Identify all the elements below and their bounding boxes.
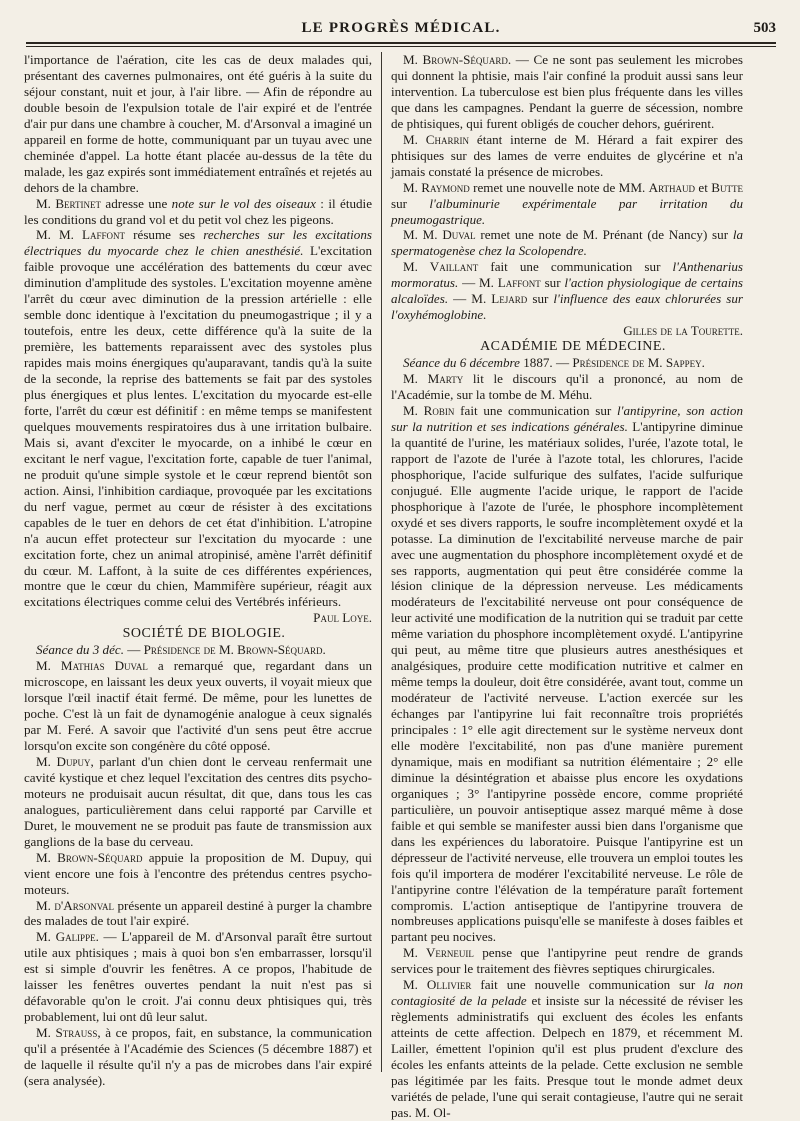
author-name: Lejard: [491, 291, 528, 307]
section-title: ACADÉMIE DE MÉDECINE.: [480, 339, 666, 355]
text-run: appuie la proposition de M. Dupuy, qui vient encore une fois à l'encontre des prétendus centres psycho-moteurs.: [24, 849, 372, 897]
paragraph: [24, 658, 372, 754]
page-number: 503: [753, 20, 776, 36]
author-name: M. Marty: [403, 371, 464, 387]
left-column: [24, 52, 372, 1089]
seance-date: Séance du 3 déc.: [36, 642, 124, 658]
header-rule-thick: [26, 42, 776, 44]
signature: Paul Loye.: [313, 610, 372, 626]
paragraph: [391, 227, 743, 259]
author-name: Butte: [711, 179, 743, 195]
text-run: . — Ce ne sont pas seulement les microbes qui donnent la phtisie, mais l'air confiné la produit aussi sans leur intervention. La tuberculose est bien plus fréquente dans les villes que dans les campagnes. Pendant la guerre de sécession, nombre de phtisiques, qui furent obligés de coucher dehors, guérirent.: [391, 52, 743, 131]
seance-year: 1887.: [519, 355, 553, 371]
header-rule-thin: [26, 46, 776, 47]
text-run: sur: [527, 291, 554, 307]
paragraph: [391, 180, 743, 228]
author-name: M. Brown-Séquard: [36, 849, 143, 865]
text-run: et insiste sur la nécessité de réviser les règlements administratifs qui excluent des écoles les enfants atteints de cette affection. Delpech en 1879, et récemment M. Lailler, émettent l'opinion qu'il est plus prudent d'exclure des écoles les enfants atteints de la pelade. Cette exclusion ne semble pas légitimée par les faits. Presque tout le monde admet deux variétés de pelade, l'une qui serait contagieuse, l'autre qui ne serait pas. M. Ol-: [391, 993, 743, 1120]
paragraph: [24, 850, 372, 898]
paragraph: [24, 1025, 372, 1089]
text-run: L'antipyrine diminue la quantité de l'urine, les matériaux solides, l'urée, l'azote total, le rapport de l'azote de l'urée à l'azote total, les chlorures, l'acide phosphorique, l'acide sulfurique des sulfates, l'acide sulfurique conjugué. Elle augmente l'acide urique, le rapport de l'acide phosphorique à l'azote de l'urée, le phosphore incomplètement oxydé et ses divers rapports, le soufre incomplètement oxydé et la potasse. La diminution de l'excitabilité nerveuse marche de pair avec une augmentation du phosphore incomplètement oxydé et de ses rapports, augmentation qui peut être considérée comme la lésion clinique de la dépression nerveuse. Les médicaments modérateurs de l'excitabilité nerveuse ont pour conséquence de leur activité une modification de la nutrition qui se traduit par cette même variation du phosphore incomplètement oxydé. L'antipyrine qui peut, au même titre que plusieurs autres anesthésiques et analgésiques, produire cette modification nutritive et calmer en même temps la douleur, doit être considérée, avant tout, comme un modérateur de l'activité nerveuse. L'action exercée sur les échanges par l'antipyrine lui fait reconnaître trois propriétés principales : 1° elle agit directement sur le système nerveux dont elle modère l'excitabilité, non pas d'une manière purement dynamique, mais en modifiant sa nutrition élémentaire ; 2° elle diminue la désintégration et abaisse plus encore les oxydations organiques ; 3° l'antipyrine possède encore, comme propriété particulière, un pouvoir antiseptique assez marqué même à dose faible et qui semble se manifester aussi bien dans l'organisme que dans les expériences du laboratoire. Puisque l'antipyrine est un dépresseur de l'activité nerveuse, elle trouvera un emploi toutes les fois qu'il importera de modérer l'excitabilité nerveuse. Le rôle de l'antipyrine contre l'élévation de la température paraît fortement compromis. L'action antiseptique de l'antipyrine trouvera de nombreuses applications puisqu'elle se manifeste à doses faibles et partant peu nocives.: [391, 418, 743, 945]
text-run: pense que l'antipyrine peut rendre de grands services pour le traitement des fièvres septiques chirurgicales.: [391, 945, 743, 977]
paragraph: [391, 132, 743, 180]
text-run: sur: [391, 195, 430, 211]
paragraph: [391, 403, 743, 945]
work-title: l'action physiologique de certains alcaloïdes.: [391, 275, 743, 307]
work-title: note sur le vol des oiseaux: [171, 195, 316, 211]
running-header: [26, 18, 776, 44]
author-name: M. Galippe: [36, 929, 96, 945]
text-run: remet une nouvelle note de MM.: [469, 179, 649, 195]
paragraph: l'importance de l'aération, cite les cas de deux malades qui, présentant des cavernes pulmonaires, ont été guéris à la suite du séjour constant, nuit et jour, à l'air libre. — Afin de répondre au double besoin de l'expulsion totale de l'air expiré et de l'entrée d'air pur dans une chambre à coucher, M. d'Arsonval a imaginé un appareil en forme de hotte, communiquant par un tuyau avec une cheminée d'appel. La hotte étant placée au-dessus de la tête du malade, les gaz expirés sont immédiatement entraînés et rejetés au dehors de la chambre.: [24, 52, 372, 195]
text-run: , parlant d'un chien dont le cerveau renfermait une cavité kystique et chez lequel l'excitation des centres dits psycho-moteurs ne produisait aucun résultat, dit que, dans tous les cas analogues, particulièrement dans celui rapporté par Carville et Duret, le mouvement ne se produit pas faute de transmission aux ganglions de la base du cerveau.: [24, 753, 372, 849]
author-name: M. Charrin: [403, 131, 470, 147]
author-name: M. d'Arsonval: [36, 897, 115, 913]
author-name: M. M. Duval: [403, 227, 476, 243]
paragraph: [24, 754, 372, 850]
author-name: M. Mathias Duval: [36, 658, 148, 674]
text-run: sur: [540, 275, 565, 291]
author-name: Arthaud: [648, 179, 696, 195]
author-name: M. M. Laffont: [36, 227, 126, 243]
text-run: présente un appareil destiné à purger la chambre des malades de tout l'air expiré.: [24, 897, 372, 929]
text-run: — M.: [458, 275, 498, 291]
text-run: fait une communication sur: [478, 259, 673, 275]
work-title: l'influence des eaux chlorurées sur l'oxyhémoglobine.: [391, 291, 743, 323]
text-run: résume ses: [125, 227, 204, 243]
text-run: adresse une: [101, 195, 172, 211]
text-run: étant interne de M. Hérard a fait expirer des phtisiques sur des lames de verre enduites de glycérine et n'a jamais constaté la présence de microbes.: [391, 131, 743, 179]
work-title: l'Anthenarius mormoratus.: [391, 259, 743, 291]
paragraph: [24, 227, 372, 610]
paragraph: [24, 898, 372, 930]
text-run: lit le discours qu'il a prononcé, au nom de l'Académie, sur la tombe de M. Méhu.: [391, 371, 743, 403]
work-title: la non contagiosité de la pelade: [391, 977, 743, 1009]
column-divider: [381, 52, 382, 1072]
right-column: [391, 52, 743, 1121]
author-name: M. Vaillant: [403, 259, 479, 275]
work-title: recherches sur les excitations électriques du myocarde chez le chien anesthésié.: [24, 227, 372, 259]
author-name: M. Brown-Séquard: [403, 52, 508, 67]
text-run: . — L'appareil de M. d'Arsonval paraît être surtout utile aux phtisiques ; mais à quoi bon s'en embarrasser, lorsqu'il est si simple d'ouvrir les fenêtres. A ce propos, l'habitude de laisser les fenêtres ouvertes pendant la nuit n'est pas si défavorable qu'on le croit. J'ai connu deux phtisiques qui, très probablement, lui ont dû leur salut.: [24, 929, 372, 1025]
work-title: l'albuminurie expérimentale par irritation du pneumogastrique.: [391, 195, 743, 227]
author-name: M. Dupuy: [36, 753, 91, 769]
seance-presidence: — Présidence de M. Sappey.: [552, 355, 705, 371]
seance-line: [24, 642, 372, 658]
work-title: l'antipyrine, son action sur la nutrition et ses indications générales.: [391, 402, 743, 434]
text-run: , à ce propos, fait, en substance, la communication qu'il a présentée à l'Académie des Sciences (5 décembre 1887) et de laquelle il résulte qu'il n'y a pas de microbes dans l'air expiré (sera analysée).: [24, 1025, 372, 1088]
seance-line: [391, 355, 743, 371]
text-run: — M.: [448, 291, 492, 307]
signature: Gilles de la Tourette.: [623, 323, 743, 339]
author-name: M. Robin: [403, 402, 455, 418]
paragraph: [24, 196, 372, 228]
author-name: Laffont: [497, 275, 541, 291]
author-name: M. Raymond: [403, 179, 470, 195]
text-run: fait une communication sur: [454, 402, 618, 418]
paragraph: [24, 929, 372, 1025]
paragraph: [391, 259, 743, 323]
seance-date: Séance du 6 décembre: [403, 355, 520, 371]
author-name: M. Strauss: [36, 1025, 98, 1041]
work-title: la spermatogenèse chez la Scolopendre.: [391, 227, 743, 259]
text-run: a remarqué que, regardant dans un microscope, en laissant les deux yeux ouverts, il voyait mieux que lorsque l'œil inactif était fermé. De même, pour les lunettes de poche. C'est là un fait de dynamogénie analogue à ceux signalés par M. Feré. A savoir que l'activité d'un sens peut être accrue lorsqu'on excite son congénère du côté opposé.: [24, 658, 372, 753]
paragraph: [391, 945, 743, 977]
seance-presidence: — Présidence de M. Brown-Séquard.: [123, 642, 326, 658]
author-name: M. Bertinet: [36, 195, 102, 211]
journal-title: LE PROGRÈS MÉDICAL.: [301, 20, 501, 36]
author-name: M. Verneuil: [403, 945, 474, 961]
paragraph: [391, 52, 743, 132]
paragraph: [391, 977, 743, 1121]
author-name: M. Ollivier: [403, 977, 472, 993]
paragraph: [391, 371, 743, 403]
text-run: remet une note de M. Prénant (de Nancy) sur: [475, 227, 733, 243]
text-run: : il étudie les conditions du grand vol et du petit vol chez les pigeons.: [24, 195, 373, 227]
text-run: fait une nouvelle communication sur: [471, 977, 705, 993]
section-title: SOCIÉTÉ DE BIOLOGIE.: [122, 626, 286, 642]
text-run: L'excitation faible provoque une accélération des battements du cœur avec diminution d'amplitude des systoles. L'excitation moyenne amène l'arrêt du cœur avec diminution de la pression artérielle : elle semble donc identique à l'excitation du pneumogastrique ; il y a toutefois, entre les deux, cette différence qu'à la suite de la première, les battements reparaissent avec des systoles plus rapides mais moins énergiques qu'auparavant, tandis qu'à la suite de la seconde, la reprise des battements se fait par des systoles plus énergiques et plus lentes. L'excitation du myocarde est-elle forte, l'arrêt du cœur est définitif : en même temps se manifestent quelques mouvements respiratoires dus à une irritation bulbaire. Mais si, avant d'exciter le myocarde, on a inhibé le cœur en excitant le nerf vague, l'excitation forte, capable de tuer l'animal, ne produit qu'une simple systole et le cœur reprend bientôt son action. Ainsi, l'inhibition cardiaque, provoquée par les excitations du nerf vague, permet au cœur de résister à des excitations capables de le tuer en dehors de cet état d'inhibition. L'atropine n'a aucun effet protecteur sur l'excitation du myocarde : une excitation forte, chez un animal atropinisé, amène l'arrêt définitif du cœur. M. Laffont, à la suite de ces différentes expériences, montre que le cœur du chien, Mammifère supérieur, réagit aux excitations électriques comme celui des Vertébrés inférieurs.: [24, 243, 372, 610]
text-run: et: [695, 179, 712, 195]
